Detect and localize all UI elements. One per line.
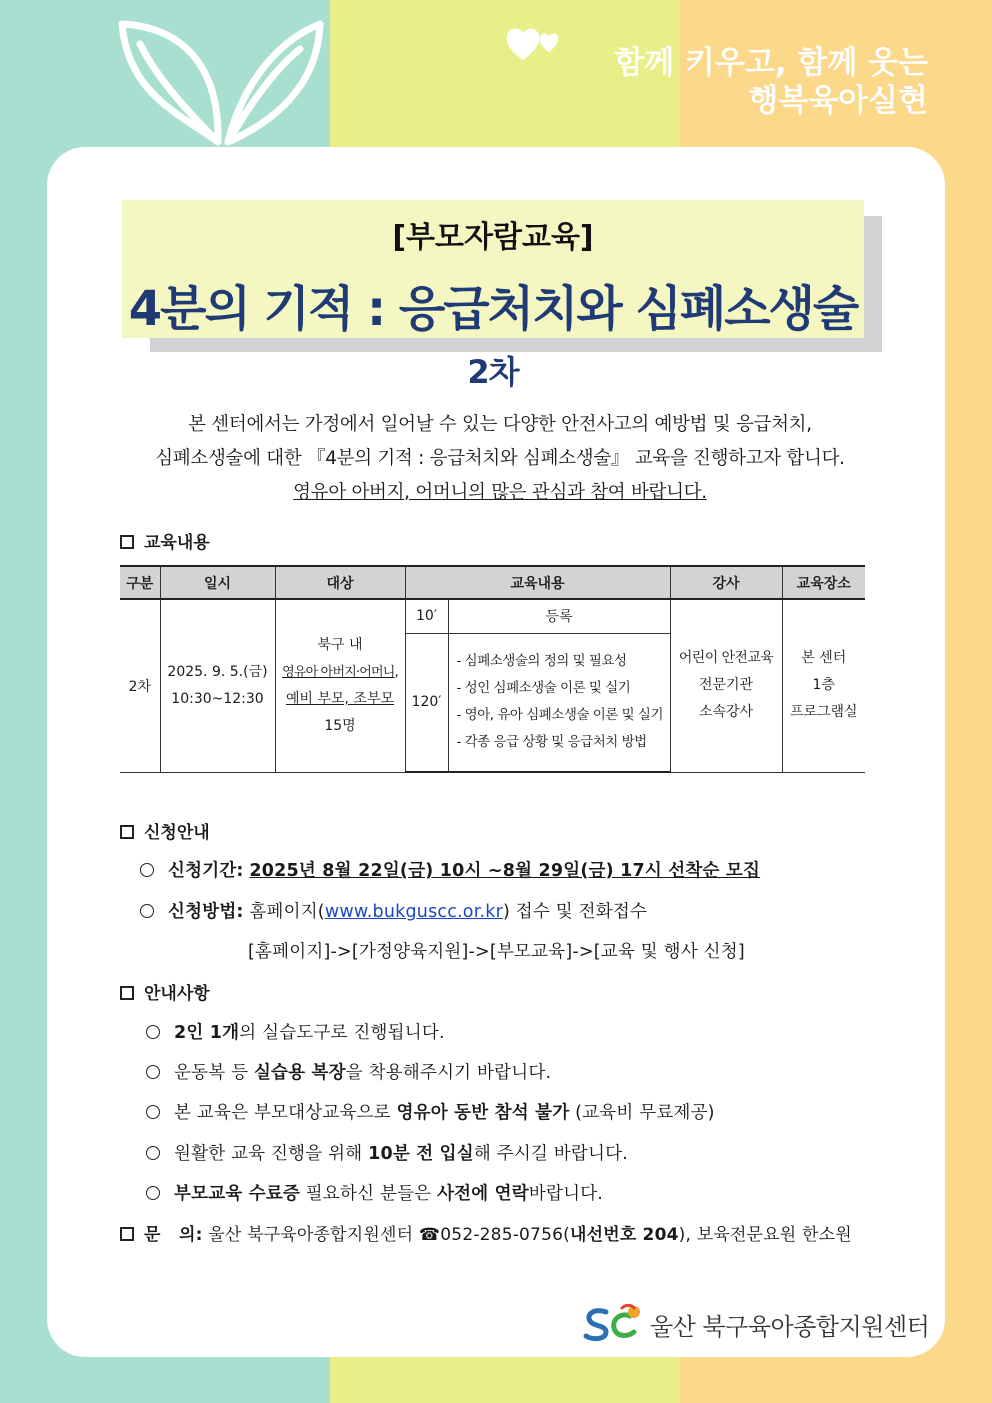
- hearts-icon: [505, 22, 565, 70]
- apply-method-suffix: ) 접수 및 전화접수: [502, 902, 648, 922]
- list-item: - 각종 응급 상황 및 응급처치 방법: [456, 734, 647, 751]
- inquiry-ext: 내선번호 204: [569, 1225, 679, 1245]
- instructor-line2: 전문기관: [698, 677, 754, 694]
- apply-method: [140, 898, 647, 923]
- cell-place: [782, 599, 865, 772]
- cell-date: 2025. 9. 5.(금): [167, 663, 268, 680]
- notice-bold: 10분 전 입실: [368, 1144, 474, 1164]
- notice-bold: 실습용 복장: [253, 1063, 346, 1083]
- notice-text: 의 실습도구로 진행됩니다.: [239, 1023, 445, 1043]
- notice-text: 바랍니다.: [528, 1184, 604, 1204]
- instructor-line3: 소속강사: [698, 704, 754, 721]
- circle-bullet-icon: [146, 1065, 160, 1079]
- place-line2: 1층: [812, 677, 835, 694]
- cell-items: [448, 633, 670, 772]
- instructor-line1: 어린이 안전교육: [678, 650, 774, 667]
- cell-reg-minutes: 10′: [405, 599, 448, 633]
- list-item: - 심폐소생술의 정의 및 필요성: [456, 653, 627, 670]
- intro-line1: 본 센터에서는 가정에서 일어날 수 있는 다양한 안전사고의 예방법 및 응급처치,: [188, 414, 812, 435]
- education-table: [120, 565, 865, 773]
- header-datetime: 일시: [160, 566, 275, 599]
- section-content-label: 교육내용: [144, 533, 210, 553]
- section-apply-heading: [120, 818, 210, 843]
- checkbox-square-icon: [120, 986, 134, 1000]
- intro-line3: 영유아 아버지, 어머니의 많은 관심과 참여 바랍니다.: [293, 482, 707, 503]
- notice-bold: 2인 1개: [174, 1023, 240, 1043]
- apply-method-prefix: 홈페이지(: [249, 902, 325, 922]
- slogan-line1: 함께 키우고, 함께 웃는: [614, 45, 928, 81]
- title-count: 2차: [467, 353, 519, 391]
- circle-bullet-icon: [146, 1105, 160, 1119]
- title-box: [122, 200, 864, 391]
- apply-period: [140, 857, 760, 882]
- cell-main-minutes: 120′: [405, 633, 448, 772]
- circle-bullet-icon: [146, 1186, 160, 1200]
- apply-period-value: 2025년 8월 22일(금) 10시 ~8월 29일(금) 17시 선착순 모집: [249, 861, 761, 881]
- slogan-line2: 행복육아실현: [748, 83, 928, 119]
- circle-bullet-icon: [146, 1025, 160, 1039]
- cell-target: [275, 599, 405, 772]
- cell-datetime: [160, 599, 275, 772]
- target-line2: 영유아 아버지·어머니,: [282, 664, 398, 680]
- notice-item: [146, 1059, 551, 1084]
- notice-text: 필요하신 분들은: [300, 1184, 438, 1204]
- target-line1: 북구 내: [317, 636, 363, 653]
- table-header-row: [120, 566, 865, 599]
- target-count: 15명: [324, 717, 356, 734]
- cell-reg-label: 등록: [448, 599, 670, 633]
- intro-line2: 심폐소생술에 대한 『4분의 기적 : 응급처치와 심폐소생술』 교육을 진행하고자 합니다.: [155, 448, 845, 469]
- checkbox-square-icon: [120, 1227, 134, 1241]
- notice-bold: 영유아 동반 참석 불가: [396, 1103, 570, 1123]
- notice-item: [146, 1019, 445, 1044]
- notice-text: 해 주시길 바랍니다.: [473, 1144, 629, 1164]
- notice-item: [146, 1180, 603, 1205]
- header-session: 구분: [120, 566, 160, 599]
- checkbox-square-icon: [120, 825, 134, 839]
- notice-text: 운동복 등: [174, 1063, 254, 1083]
- table-row: [120, 599, 865, 633]
- homepage-link[interactable]: www.bukguscc.or.kr: [324, 902, 503, 922]
- inquiry-org: 울산 북구육아종합지원센터: [208, 1225, 419, 1245]
- place-line1: 본 센터: [801, 650, 847, 667]
- notice-text: 을 착용해주시기 바랍니다.: [345, 1063, 552, 1083]
- cell-session: 2차: [120, 599, 160, 772]
- header-instructor: 강사: [670, 566, 782, 599]
- notice-text: (교육비 무료제공): [569, 1103, 715, 1123]
- apply-period-label: 신청기간:: [168, 861, 244, 881]
- leaves-icon: [110, 14, 330, 149]
- header-target: 대상: [275, 566, 405, 599]
- header-place: 교육장소: [782, 566, 865, 599]
- logo-icon: [582, 1304, 644, 1344]
- section-notice-heading: [120, 979, 210, 1004]
- notice-text: 원활한 교육 진행을 위해: [174, 1144, 369, 1164]
- apply-path: [홈페이지]->[가정양육지원]->[부모교육]->[교육 및 행사 신청]: [248, 942, 745, 962]
- title-main-text: 4분의 기적 : 응급처치와 심폐소생술: [128, 281, 858, 337]
- title-sub: [부모자람교육]: [392, 220, 594, 255]
- section-content-heading: [120, 528, 210, 553]
- notice-item: [146, 1140, 628, 1165]
- circle-bullet-icon: [146, 1146, 160, 1160]
- section-notice-label: 안내사항: [144, 984, 210, 1004]
- header-content: 교육내용: [405, 566, 670, 599]
- checkbox-square-icon: [120, 535, 134, 549]
- notice-text: 본 교육은 부모대상교육으로: [174, 1103, 397, 1123]
- section-apply-label: 신청안내: [144, 823, 210, 843]
- inquiry-rest: ), 보육전문요원 한소원: [678, 1225, 852, 1245]
- footer-logo: [582, 1302, 929, 1346]
- list-item: - 영아, 유아 심폐소생술 이론 및 실기: [456, 707, 663, 724]
- notice-bold: 부모교육 수료증: [174, 1184, 301, 1204]
- footer-org-name: 울산 북구육아종합지원센터: [650, 1312, 930, 1341]
- cell-time: 10:30~12:30: [171, 690, 264, 707]
- target-line3: 예비 부모, 조부모: [285, 690, 395, 707]
- list-item: - 성인 심폐소생술 이론 및 실기: [456, 680, 631, 697]
- inquiry-phone[interactable]: 052-285-0756(: [440, 1225, 570, 1245]
- place-line3: 프로그램실: [789, 704, 858, 721]
- notice-bold: 사전에 연락: [437, 1184, 529, 1204]
- apply-method-label: 신청방법:: [168, 902, 244, 922]
- cell-instructor: [670, 599, 782, 772]
- inquiry-line: [120, 1220, 852, 1245]
- inquiry-label: 문 의:: [144, 1225, 203, 1245]
- intro-paragraph: [120, 408, 880, 510]
- phone-icon: ☎: [418, 1225, 441, 1245]
- page-title: [122, 270, 864, 395]
- notice-item: [146, 1099, 715, 1124]
- circle-bullet-icon: [140, 863, 154, 877]
- slogan: [614, 44, 928, 120]
- circle-bullet-icon: [140, 904, 154, 918]
